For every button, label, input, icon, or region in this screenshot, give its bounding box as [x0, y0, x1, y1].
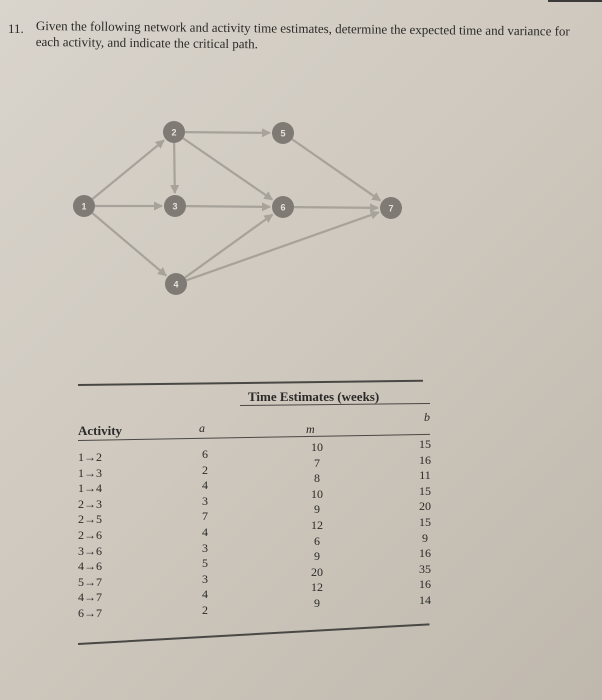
node-label-5: 5	[280, 128, 286, 139]
m-value-cell: 9	[314, 595, 320, 610]
activity-cell: 5→7	[78, 574, 102, 589]
a-value-cell: 2	[202, 602, 208, 617]
edge-2-6	[183, 138, 272, 199]
m-value-cell: 10	[311, 486, 323, 501]
activity-cell: 1→3	[78, 465, 102, 480]
m-column-header: m	[306, 422, 315, 436]
table-top-rule	[78, 380, 423, 386]
node-label-6: 6	[280, 202, 286, 213]
b-value-cell: 15	[419, 483, 431, 498]
node-label-4: 4	[173, 279, 179, 290]
a-value-cell: 7	[202, 509, 208, 524]
activity-cell: 6→7	[78, 605, 102, 620]
activity-cell: 1→4	[78, 481, 102, 496]
m-value-cell: 9	[314, 502, 320, 517]
m-value-cell: 20	[311, 564, 323, 579]
edge-4-6	[185, 215, 273, 278]
b-value-cell: 16	[419, 577, 431, 592]
m-value-cell: 12	[311, 580, 323, 595]
edge-6-7	[294, 207, 378, 208]
table-header-rule	[78, 434, 430, 441]
activity-cell: 3→6	[78, 543, 102, 558]
a-value-cell: 3	[202, 493, 208, 508]
b-value-cell: 16	[419, 546, 431, 561]
b-value-cell: 15	[419, 437, 431, 451]
edge-1-2	[92, 140, 163, 199]
b-value-cell: 20	[419, 499, 431, 514]
edge-2-5	[185, 132, 270, 133]
a-column-header: a	[199, 421, 205, 435]
problem-text: Given the following network and activity time estimates, determine the expected time and variance for each activity, and indicate the critical path.	[35, 18, 570, 52]
node-label-7: 7	[388, 203, 394, 214]
node-label-1: 1	[81, 201, 87, 212]
activity-cell: 2→6	[78, 527, 102, 542]
m-value-cell: 6	[314, 533, 320, 548]
edge-5-7	[292, 139, 380, 200]
b-value-cell: 14	[419, 592, 431, 607]
m-value-cell: 8	[314, 471, 320, 486]
activity-cell: 1→2	[78, 450, 102, 464]
b-value-cell: 11	[419, 468, 431, 483]
a-value-cell: 4	[202, 524, 208, 539]
edge-4-7	[186, 212, 378, 280]
b-value-cell: 9	[422, 530, 428, 545]
b-column-header: b	[424, 410, 430, 424]
a-value-cell: 3	[202, 540, 208, 555]
problem-number: 11.	[8, 21, 24, 36]
b-column	[410, 437, 440, 609]
node-label-3: 3	[172, 201, 178, 212]
network-diagram	[0, 0, 602, 330]
b-value-cell: 16	[419, 452, 431, 467]
edge-1-4	[92, 213, 166, 275]
activity-cell: 2→3	[78, 496, 102, 511]
activity-column-header: Activity	[78, 423, 123, 438]
a-column	[198, 447, 212, 619]
a-value-cell: 2	[202, 462, 208, 477]
edge-3-6	[186, 206, 270, 207]
b-value-cell: 15	[419, 514, 431, 529]
a-value-cell: 6	[202, 447, 208, 461]
m-value-cell: 7	[314, 455, 320, 470]
table-title: Time Estimates (weeks)	[248, 389, 380, 404]
edge-2-3	[174, 143, 175, 193]
activity-cell: 4→7	[78, 590, 102, 605]
a-value-cell: 4	[202, 587, 208, 602]
activity-cell: 2→5	[78, 512, 102, 527]
a-value-cell: 4	[202, 478, 208, 493]
m-value-cell: 10	[311, 440, 323, 454]
node-label-2: 2	[171, 127, 177, 138]
m-value-cell: 12	[311, 517, 323, 532]
activity-cell: 4→6	[78, 559, 102, 574]
m-column	[302, 440, 332, 612]
b-value-cell: 35	[419, 561, 431, 576]
a-value-cell: 3	[202, 571, 208, 586]
m-value-cell: 9	[314, 549, 320, 564]
table-bottom-rule	[78, 623, 430, 644]
activity-column	[78, 450, 102, 622]
a-value-cell: 5	[202, 556, 208, 571]
